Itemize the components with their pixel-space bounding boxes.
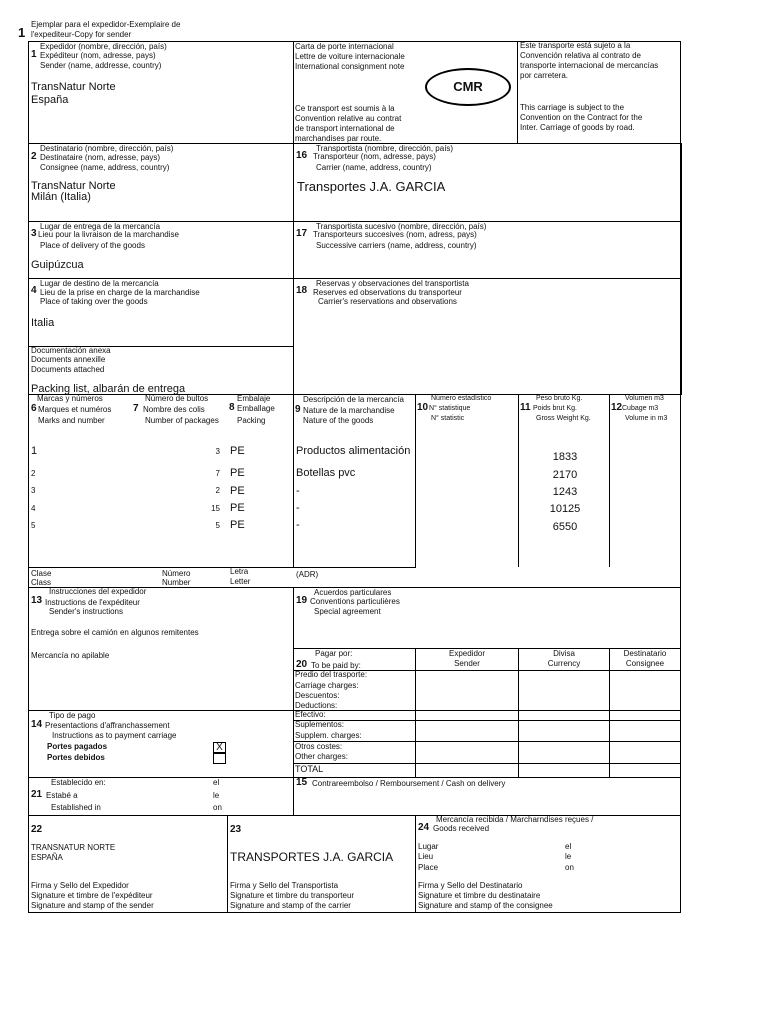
charge-row: Efectivo: <box>295 710 326 719</box>
box24-on: on <box>565 863 574 872</box>
box14-en: Instructions as to payment carriage <box>52 731 177 740</box>
subject-es-3: transporte internacional de mercancías <box>520 61 659 70</box>
consignment-en: International consignment note <box>295 62 405 71</box>
box23-number: 23 <box>230 824 242 835</box>
box18-fr: Reserves ed observations du transporteur <box>313 288 462 297</box>
box2-en: Consignee (name, address, country) <box>40 163 170 172</box>
box15-number: 15 <box>296 777 308 788</box>
number-es: Número <box>162 569 191 578</box>
col9-en: Nature of the goods <box>303 416 374 425</box>
box17-fr: Transporteurs succesives (nom, adress, pays) <box>313 230 477 239</box>
row-packing: PE <box>230 445 245 457</box>
col11-es: Peso bruto Kg. <box>536 395 583 402</box>
box13-fr: Instructions de l'expéditeur <box>45 598 140 607</box>
box16-number: 16 <box>296 150 308 161</box>
sender-value-2: España <box>31 94 69 106</box>
box22-number: 22 <box>31 824 43 835</box>
row-nature: - <box>296 519 300 531</box>
charge-row: Carriage charges: <box>295 681 359 690</box>
sender-instruction-2: Mercancía no apilable <box>31 651 110 660</box>
box5-es: Documentación anexa <box>31 346 111 355</box>
consignment-es: Carta de porte internacional <box>295 42 394 51</box>
row-weight: 2170 <box>552 469 578 481</box>
row-nature: Botellas pvc <box>296 467 356 479</box>
subject-en-3: Inter. Carriage of goods by road. <box>520 123 635 132</box>
box13-en: Sender's instructions <box>49 607 124 616</box>
box5-fr: Documents annexille <box>31 355 106 364</box>
subject-fr-1: Ce transport est soumis à la <box>295 104 395 113</box>
copy-number: 1 <box>18 25 26 40</box>
col11-en: Gross Weight Kg. <box>536 415 591 422</box>
class-en: Class <box>31 578 52 587</box>
col11-number: 11 <box>520 402 531 413</box>
box21-en: Established in <box>51 803 101 812</box>
row-weight: 1243 <box>552 486 578 498</box>
box24-sig-en: Signature and stamp of the consignee <box>418 901 553 910</box>
box4-fr: Lieu de la prise en charge de la marchandise <box>40 288 200 297</box>
box24-es: Mercancía recibida / Marcharndises reçues / <box>436 815 594 824</box>
cmr-logo: CMR <box>425 68 511 106</box>
box21-number: 21 <box>31 789 43 800</box>
box21-es: Establecido en: <box>51 778 106 787</box>
box16-en: Carrier (name, address, country) <box>316 163 432 172</box>
row-mark: 1 <box>31 445 38 457</box>
col9-fr: Nature de la marchandise <box>303 406 395 415</box>
box23-sig-es: Firma y Sello del Transportista <box>230 881 339 890</box>
row-mark: 4 <box>31 504 36 513</box>
col9-es: Descripción de la mercancía <box>303 395 404 404</box>
sender-instruction-1: Entrega sobre el camión en algunos remitentes <box>31 628 199 637</box>
col8-en: Packing <box>237 416 266 425</box>
row-mark: 5 <box>31 521 36 530</box>
subject-en-1: This carriage is subject to the <box>520 103 625 112</box>
box23-sig-fr: Signature et timbre du transporteur <box>230 891 355 900</box>
box24-place: Place <box>418 863 439 872</box>
subject-fr-2: Convention relative au contrat <box>295 114 402 123</box>
charge-total: TOTAL <box>295 764 324 774</box>
col6-en: Marks and number <box>38 416 105 425</box>
box16-es: Transportista (nombre, dirección, país) <box>316 144 454 153</box>
box4-en: Place of taking over the goods <box>40 297 148 306</box>
box1-en: Sender (name, addresse, country) <box>40 61 162 70</box>
col7-fr: Nombre des colis <box>143 405 205 414</box>
box4-number: 4 <box>31 285 37 296</box>
col7-en: Number of packages <box>145 416 219 425</box>
letter-es: Letra <box>230 567 249 576</box>
col11-fr: Poids brut Kg. <box>533 405 577 412</box>
sender-value-1: TransNatur Norte <box>31 81 116 93</box>
box14-es: Tipo de pago <box>49 711 96 720</box>
col10-fr: N° statistique <box>429 405 471 412</box>
row-packing: PE <box>230 485 245 497</box>
sender-sig-value-1: TRANSNATUR NORTE <box>31 843 116 852</box>
col8-es: Embalaje <box>237 394 271 403</box>
col12-es: Volumen m3 <box>625 395 664 402</box>
box23-sig-en: Signature and stamp of the carrier <box>230 901 351 910</box>
portes-debidos-label: Portes debidos <box>47 753 105 762</box>
box24-lieu: Lieu <box>418 852 434 861</box>
sender-col-en: Sender <box>454 659 480 668</box>
charge-row: Descuentos: <box>295 691 340 700</box>
box19-fr: Conventions particulières <box>310 597 400 606</box>
row-packages: 7 <box>215 469 220 478</box>
col10-en: N° statistic <box>431 415 465 422</box>
class-es: Clase <box>31 569 52 578</box>
copy-line1: Ejemplar para el expedidor-Exemplaire de <box>31 20 181 29</box>
box22-sig-fr: Signature et timbre de l'expéditeur <box>31 891 153 900</box>
col7-number: 7 <box>133 403 139 414</box>
box18-es: Reservas y observaciones del transportista <box>316 279 469 288</box>
number-en: Number <box>162 578 191 587</box>
box17-number: 17 <box>296 228 308 239</box>
row-mark: 2 <box>31 469 36 478</box>
row-packing: PE <box>230 519 245 531</box>
charge-row: Supplem. charges: <box>295 731 362 740</box>
row-packing: PE <box>230 502 245 514</box>
row-packages: 15 <box>211 504 220 513</box>
box24-sig-fr: Signature et timbre du destinataire <box>418 891 541 900</box>
charge-row: Deductions: <box>295 701 338 710</box>
documents-value: Packing list, albarán de entrega <box>31 383 186 395</box>
adr-label: (ADR) <box>296 570 319 579</box>
consignment-fr: Lettre de voiture internacionale <box>295 52 405 61</box>
charge-row: Predio del trasporte: <box>295 670 368 679</box>
currency-col-en: Currency <box>547 659 581 668</box>
box19-number: 19 <box>296 595 308 606</box>
box22-sig-es: Firma y Sello del Expedidor <box>31 881 129 890</box>
box1-number: 1 <box>31 49 37 60</box>
row-packages: 5 <box>215 521 220 530</box>
box21-on: on <box>213 803 222 812</box>
portes-pagados-checkbox[interactable]: X <box>213 742 226 753</box>
box24-lugar: Lugar <box>418 842 439 851</box>
pay-en: To be paid by: <box>311 661 361 670</box>
sender-sig-value-2: ESPAÑA <box>31 853 63 862</box>
box19-es: Acuerdos particulares <box>314 588 392 597</box>
delivery-place-value: Guipúzcua <box>31 259 84 271</box>
box18-number: 18 <box>296 285 308 296</box>
carrier-sig-value: TRANSPORTES J.A. GARCIA <box>230 850 394 864</box>
box21-fr: Estabé a <box>46 791 78 800</box>
row-weight: 10125 <box>549 503 581 515</box>
box3-en: Place of delivery of the goods <box>40 241 145 250</box>
subject-en-2: Convention on the Contract for the <box>520 113 643 122</box>
box24-sig-es: Firma y Sello del Destinatario <box>418 881 523 890</box>
subject-es-1: Este transporte está sujeto a la <box>520 41 631 50</box>
col6-fr: Marques et numéros <box>38 405 112 414</box>
col6-number: 6 <box>31 403 37 414</box>
box2-es: Destinatario (nombre, dirección, país) <box>40 144 174 153</box>
row-packing: PE <box>230 467 245 479</box>
box21-el: el <box>213 778 220 787</box>
row-packages: 2 <box>215 486 220 495</box>
consignee-value-2: Milán (Italia) <box>31 191 91 203</box>
box24-le: le <box>565 852 572 861</box>
carrier-value: Transportes J.A. GARCIA <box>297 179 446 194</box>
col6-es: Marcas y números <box>37 394 103 403</box>
currency-col-es: Divisa <box>553 649 575 658</box>
col9-number: 9 <box>295 404 301 415</box>
row-nature: Productos alimentación <box>296 445 411 457</box>
col12-fr: Cubage m3 <box>622 405 659 412</box>
box17-en: Successive carriers (name, address, country) <box>316 241 477 250</box>
takeover-place-value: Italia <box>31 317 55 329</box>
box13-number: 13 <box>31 595 43 606</box>
col10-es: Número estadístico <box>431 395 492 402</box>
subject-es-4: por carretera. <box>520 71 569 80</box>
col12-en: Volume in m3 <box>625 415 668 422</box>
portes-pagados-label: Portes pagados <box>47 742 108 751</box>
box5-en: Documents attached <box>31 365 105 374</box>
box24-en: Goods received <box>433 824 490 833</box>
consignee-col-es: Destinatario <box>623 649 667 658</box>
box2-fr: Destinataire (nom, adresse, pays) <box>40 153 161 162</box>
box18-en: Carrier's reservations and observations <box>318 297 457 306</box>
charge-row: Otros costes: <box>295 742 343 751</box>
box20-number: 20 <box>296 659 308 670</box>
box14-number: 14 <box>31 719 43 730</box>
consignee-col-en: Consignee <box>625 659 665 668</box>
row-nature: - <box>296 485 300 497</box>
box24-number: 24 <box>418 822 430 833</box>
copy-line2: l'expediteur-Copy for sender <box>31 30 132 39</box>
portes-debidos-checkbox[interactable] <box>213 753 226 764</box>
box1-fr: Expéditeur (nom, adresse, pays) <box>40 51 156 60</box>
row-mark: 3 <box>31 486 36 495</box>
box15-text: Contrareembolso / Remboursement / Cash on delivery <box>312 779 506 788</box>
col10-number: 10 <box>417 402 429 413</box>
box21-le: le <box>213 791 220 800</box>
box13-es: Instrucciones del expedidor <box>49 587 147 596</box>
charge-row: Suplementos: <box>295 720 344 729</box>
box4-es: Lugar de destino de la mercancía <box>40 279 159 288</box>
subject-es-2: Convención relativa al contrato de <box>520 51 641 60</box>
box3-fr: Lieu pour la livraison de la marchandise <box>38 230 179 239</box>
box14-fr: Presentactions d'affranchassement <box>45 721 170 730</box>
subject-fr-3: de transport international de <box>295 124 395 133</box>
box3-es: Lugar de entrega de la mercancía <box>40 222 161 231</box>
sender-col-es: Expedidor <box>448 649 486 658</box>
col7-es: Número de bultos <box>145 394 209 403</box>
col8-number: 8 <box>229 402 235 413</box>
subject-fr-4: marchandises par route. <box>295 134 382 143</box>
row-weight: 6550 <box>552 521 578 533</box>
charge-row: Other charges: <box>295 752 348 761</box>
box24-el: el <box>565 842 572 851</box>
consignee-value-1: TransNatur Norte <box>31 180 116 192</box>
col8-fr: Emballage <box>237 404 275 413</box>
box22-sig-en: Signature and stamp of the sender <box>31 901 154 910</box>
pay-es: Pagar por: <box>315 649 353 658</box>
box3-number: 3 <box>31 228 37 239</box>
row-weight: 1833 <box>552 451 578 463</box>
box17-es: Transportista sucesivo (nombre, dirección, país) <box>316 222 487 231</box>
box2-number: 2 <box>31 151 37 162</box>
row-nature: - <box>296 502 300 514</box>
box16-fr: Transporteur (nom, adresse, pays) <box>313 152 436 161</box>
col12-number: 12 <box>611 402 623 413</box>
box1-es: Expedidor (nombre, dirección, país) <box>40 42 167 51</box>
box19-en: Special agreement <box>314 607 381 616</box>
letter-en: Letter <box>230 577 251 586</box>
row-packages: 3 <box>215 447 220 456</box>
